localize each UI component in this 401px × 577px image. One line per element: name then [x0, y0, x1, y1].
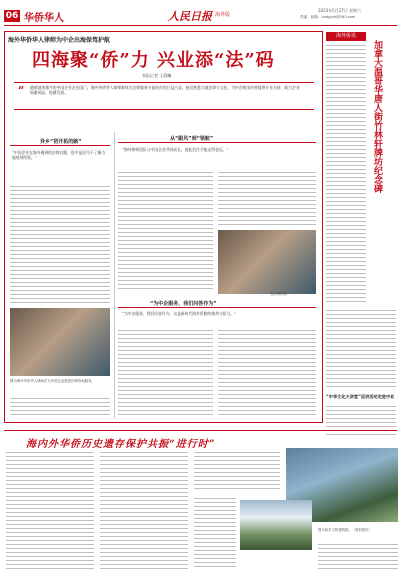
left-body-text-bottom: [10, 398, 110, 418]
issue-date: 2023年5月27日 星期六: [318, 8, 362, 13]
masthead-logo: 人民日报: [168, 10, 212, 23]
left-article-photo: [10, 308, 110, 376]
lead-byline: 本报记者 王晨曦: [142, 73, 172, 78]
sidebar-label: 海外侨讯: [326, 32, 366, 41]
bottom-body-col3: [194, 452, 280, 492]
summary-quote-icon: “: [18, 84, 25, 97]
sidebar-body-text: [326, 45, 366, 305]
middle-photo-caption: 受访者供图: [270, 292, 287, 296]
left-body-text: [10, 186, 110, 304]
sidebar-body-text-3: [326, 406, 396, 438]
bottom-body-col4: [318, 544, 398, 570]
lower-subhead-rule: [118, 307, 316, 308]
left-subhead-rule: [10, 145, 110, 146]
bottom-body-col3b: [194, 498, 236, 570]
lower-subhead: “为中企服务，我们问答作为”: [150, 301, 217, 307]
middle-subhead-rule: [118, 142, 316, 143]
sidebar-second-title: “中华文化大讲堂”巡讲活动走进中亚: [326, 394, 395, 399]
bottom-body-col1: [6, 452, 94, 570]
lead-headline: 四海聚“侨”力 兴业添“法”码: [32, 50, 275, 71]
bottom-photo-caption: 图为侨乡文物建筑群。（资料图片）: [318, 528, 373, 532]
bottom-headline: 海内外华侨历史遗存保护共振“进行时”: [26, 439, 216, 450]
header-rule: [4, 25, 397, 26]
editor-email: 责编：邮箱：hwbjyzk@163.com: [300, 15, 356, 19]
sidebar-body-text-2: [326, 310, 396, 390]
middle-body-text-right: [218, 172, 316, 226]
page-number-badge: 06: [5, 11, 19, 21]
lower-body-text-right: [218, 330, 316, 418]
section-title: 华侨华人: [24, 13, 64, 24]
left-photo-caption: 图为海外华侨华人律师在为中国企业提供法律咨询服务。: [10, 379, 95, 383]
middle-article-photo: [218, 230, 316, 294]
column-divider: [114, 132, 115, 418]
middle-subhead: 从“跟风”到“领航”: [170, 136, 214, 142]
left-subhead: 异乡“初开拓的路”: [40, 139, 82, 145]
lower-pullquote: “为中企服务，我们问答作为，这是新时代海外侨胞的使命与担当。”: [122, 311, 236, 316]
middle-pullquote: “海外律师团队与中国企业共同成长，彼此信任才能走得更远。”: [122, 147, 229, 152]
bottom-photo-small: [240, 500, 312, 550]
bottom-body-col2: [100, 452, 188, 570]
sidebar-vertical-title: 加拿大温哥华唐人街竹林轩牌坊纪念碑: [372, 40, 382, 193]
masthead-edition: 海外版: [215, 12, 231, 18]
lower-body-text-left: [118, 330, 213, 418]
bottom-rule: [4, 430, 397, 431]
left-pullquote: “中国企业在海外遇到的法律问题，很多是因为不了解当地规则所致。”: [12, 150, 106, 161]
middle-body-text-left: [118, 172, 213, 292]
lead-kicker: 海外华侨华人律师为中企出海保驾护航: [8, 37, 111, 44]
lead-summary-text: 随着越来越多的中国企业走出国门，海外华侨华人律师群体在法律服务方面的作用日益凸显。他们熟悉当地法律与文化，为中企跨国经营提供专业支持，助力企业规避风险、稳健发展。: [30, 85, 300, 96]
